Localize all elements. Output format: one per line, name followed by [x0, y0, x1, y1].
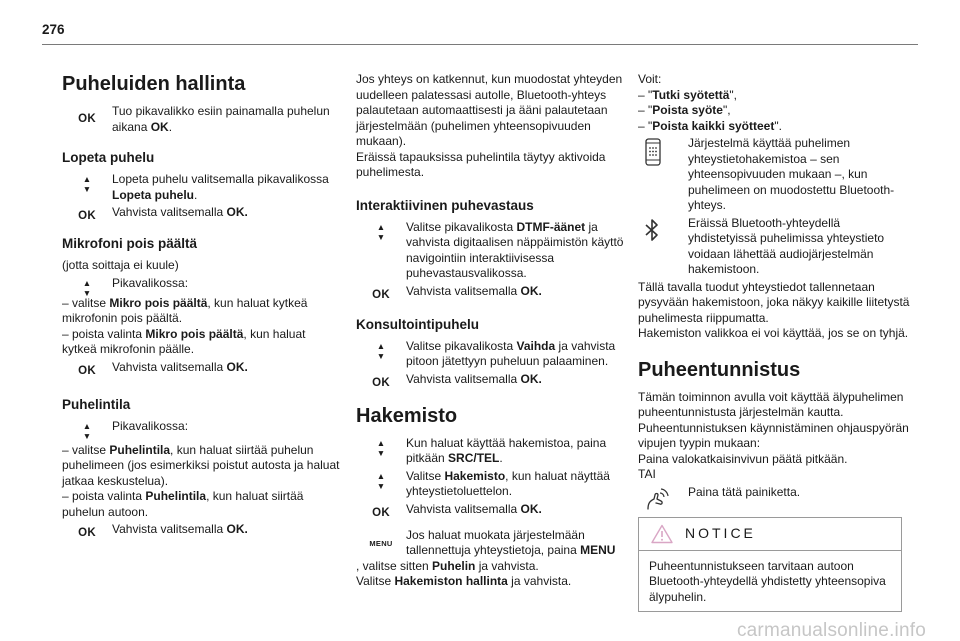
voice-intro: Tämän toiminnon avulla voit käyttää älypuhelimen puheentunnistusta järjestelmän kautta. — [638, 389, 904, 419]
instruction-confirm: OK Vahvista valitsemalla OK. — [356, 372, 628, 388]
section-title-directory: Hakemisto — [356, 404, 458, 427]
instruction-confirm: OK Vahvista valitsemalla OK. — [62, 522, 342, 538]
phone-mode-dash-1: – valitse Puhelintila, kun haluat siirtää puhelun puhelimeen (jos esimerkiksi poistut autosta ja haluat jatkaa keskustelua). — [62, 442, 340, 488]
up-down-arrows-icon: ▲ ▼ — [82, 174, 92, 194]
phone-mode-dash-2: – poista valinta Puhelintila, kun haluat siirtää puhelun autoon. — [62, 489, 304, 519]
phone-directory-note: Järjestelmä käyttää puhelimen yhteystietohakemistoa – sen yhteensopivuuden mukaan –, kun puhelimeen on muodostettu Bluetooth-yhteys. — [638, 136, 910, 214]
ok-button-icon: OK — [372, 288, 390, 301]
ok-button-icon: OK — [78, 527, 96, 539]
mute-dash-2: – poista valinta Mikro pois päältä, kun haluat kytkeä mikrofonin päälle. — [62, 326, 306, 356]
instruction-menu: MENU Jos haluat muokata järjestelmään tallennettuja yhteystietoja, paina MENU — [369, 527, 616, 557]
voice-button-note: Paina tätä painiketta. — [638, 485, 910, 501]
mute-paragraph: (jotta soittaja ei kuule) — [62, 258, 179, 272]
up-down-arrows-icon: ▲ ▼ — [376, 221, 386, 242]
option-browse: – "Tutki syötettä", — [638, 87, 737, 102]
menu-continuation: , valitse sitten Puhelin ja vahvista. — [356, 558, 539, 573]
instruction-confirm: OK Vahvista valitsemalla OK. — [62, 205, 342, 221]
ok-button-icon: OK — [372, 376, 390, 389]
voice-start: Puheentunnistuksen käynnistäminen ohjauspyörän vipujen tyypin mukaan: — [638, 420, 909, 450]
instruction-quick-menu: ▲ ▼ Pikavalikossa: — [82, 418, 189, 441]
instruction-select-directory: ▲ ▼ Valitse Hakemisto, kun haluat näyttää yhteystietoluettelon. — [376, 468, 610, 498]
instruction-src-tel: ▲ ▼ Kun haluat käyttää hakemistoa, paina pitkään SRC/TEL. — [376, 435, 607, 465]
heading-end-call: Lopeta puhelu — [62, 150, 155, 165]
bluetooth-icon — [644, 218, 660, 242]
instruction-confirm: OK Vahvista valitsemalla OK. — [62, 360, 342, 376]
watermark: carmanualsonline.info — [736, 619, 926, 641]
heading-phone-mode: Puhelintila — [62, 396, 131, 412]
notice-box — [638, 517, 902, 613]
up-down-arrows-icon: ▲ ▼ — [376, 470, 386, 491]
voice-stalk: Paina valokatkaisinvivun päätä pitkään. — [638, 451, 848, 466]
page-number: 276 — [42, 22, 65, 37]
ok-button-icon: OK — [78, 113, 96, 125]
instruction-quick-menu: ▲ ▼ Pikavalikossa: — [82, 275, 189, 298]
bluetooth-note: Eräissä Bluetooth-yhteydellä yhdistetyissä puhelimissa yhteystieto voidaan lähettää audiojärjestelmän hakemistoon. — [638, 216, 910, 278]
heading-consult-call: Konsultointipuhelu — [356, 316, 479, 332]
notice-body: Puheentunnistukseen tarvitaan autoon Bluetooth-yhteydellä yhdistetty yhteensopiva älypuhelin. — [649, 558, 886, 604]
instruction-confirm: OK Vahvista valitsemalla OK. — [356, 284, 628, 300]
warning-icon — [651, 524, 673, 544]
import-paragraph: Tällä tavalla tuodut yhteystiedot tallennetaan pysyvään hakemistoon, joka näkyy kaikille liitetystä puhelimesta riippumatta. — [638, 279, 910, 325]
column-2 — [356, 72, 628, 590]
voice-command-icon — [644, 487, 670, 511]
ok-button-icon: OK — [372, 506, 390, 519]
voice-or: TAI — [638, 467, 656, 481]
instruction-dtmf: ▲ ▼ Valitse pikavalikosta DTMF-äänet ja vahvista digitaalisen näppäimistön käyttö navigointiin interaktiivisessa puhevastausvalikossa. — [376, 219, 624, 280]
ok-button-icon: OK — [78, 364, 96, 377]
header-divider — [42, 44, 918, 45]
smartphone-icon — [644, 138, 662, 166]
up-down-arrows-icon: ▲ ▼ — [82, 420, 92, 441]
notice-title: NOTICE — [685, 524, 756, 541]
instruction-switch: ▲ ▼ Valitse pikavalikosta Vaihda ja vahvista pitoon jätettyyn puheluun palaaminen. — [376, 338, 616, 368]
empty-directory-paragraph: Hakemiston valikkoa ei voi käyttää, jos se on tyhjä. — [638, 326, 909, 340]
options-label: Voit: — [638, 72, 662, 86]
up-down-arrows-icon: ▲ ▼ — [376, 340, 386, 361]
option-delete: – "Poista syöte", — [638, 103, 731, 117]
up-down-arrows-icon: ▲ ▼ — [376, 437, 386, 458]
instruction-end-call: ▲ ▼ Lopeta puhelu valitsemalla pikavalikossa Lopeta puhelu. — [82, 172, 329, 202]
menu-button-icon: MENU — [369, 538, 393, 548]
column-1 — [62, 72, 342, 540]
up-down-arrows-icon: ▲ ▼ — [82, 277, 92, 298]
heading-mute: Mikrofoni pois päältä — [62, 236, 198, 251]
option-delete-all: – "Poista kaikki syötteet". — [638, 118, 782, 133]
notice-header — [639, 518, 901, 551]
instruction-confirm: OK Vahvista valitsemalla OK. — [356, 502, 628, 518]
section-title-voice-recognition: Puheentunnistus — [638, 358, 801, 381]
column-3 — [638, 72, 910, 612]
heading-ivr: Interaktiivinen puhevastaus — [356, 197, 534, 213]
reconnect-paragraph: Jos yhteys on katkennut, kun muodostat yhteyden uudelleen palatessasi autolle, Bluetooth-yhteys palautetaan automaattisesti ja ääni palautetaan järjestelmään (puhelimen yhteensopivuuden mukaan). — [356, 72, 623, 148]
ok-button-icon: OK — [78, 210, 96, 222]
directory-management: Valitse Hakemiston hallinta ja vahvista. — [356, 574, 572, 588]
section-title-call-management: Puheluiden hallinta — [62, 73, 246, 95]
phone-mode-paragraph: Eräissä tapauksissa puhelintila täytyy aktivoida puhelimesta. — [356, 149, 606, 179]
instruction-open-menu: OK Tuo pikavalikko esiin painamalla puhelun aikana OK. — [78, 104, 330, 134]
mute-dash-1: – valitse Mikro pois päältä, kun haluat kytkeä mikrofonin pois päältä. — [62, 295, 308, 325]
